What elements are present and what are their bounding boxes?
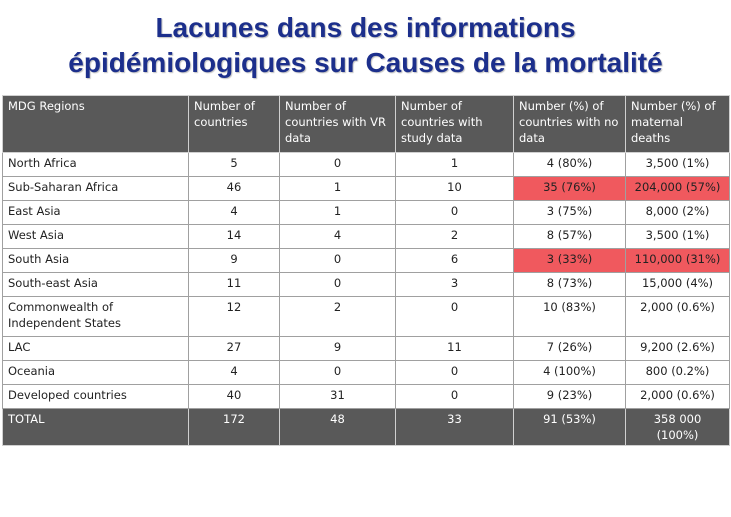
slide-title-line-2: épidémiologiques sur Causes de la mortalité [68,47,663,78]
vr-data-cell: 2 [280,297,396,337]
maternal-deaths-cell: 8,000 (2%) [626,201,730,225]
study-data-cell: 0 [396,361,514,385]
region-cell: Commonwealth of Independent States [3,297,189,337]
study-data-cell: 0 [396,385,514,409]
vr-data-cell: 31 [280,385,396,409]
total-vr-data-cell: 48 [280,409,396,446]
table-row [3,153,730,177]
maternal-deaths-cell: 15,000 (4%) [626,273,730,297]
region-cell: LAC [3,337,189,361]
study-data-cell: 3 [396,273,514,297]
countries-cell: 11 [189,273,280,297]
maternal-deaths-cell: 2,000 (0.6%) [626,385,730,409]
slide-title [0,10,731,80]
study-data-cell: 2 [396,225,514,249]
region-cell: South Asia [3,249,189,273]
countries-cell: 4 [189,201,280,225]
table-row [3,201,730,225]
no-data-cell: 8 (73%) [514,273,626,297]
region-cell: Sub-Saharan Africa [3,177,189,201]
slide-title-line-1: Lacunes dans des informations [155,12,576,43]
table-row [3,297,730,337]
table-row [3,249,730,273]
region-cell: Oceania [3,361,189,385]
no-data-cell: 8 (57%) [514,225,626,249]
countries-cell: 5 [189,153,280,177]
mortality-data-table [2,95,730,446]
study-data-cell: 11 [396,337,514,361]
no-data-cell: 10 (83%) [514,297,626,337]
no-data-cell-highlighted: 35 (76%) [514,177,626,201]
region-cell: East Asia [3,201,189,225]
table-row [3,177,730,201]
countries-cell: 27 [189,337,280,361]
no-data-cell: 7 (26%) [514,337,626,361]
table-row [3,273,730,297]
study-data-cell: 1 [396,153,514,177]
no-data-cell: 3 (75%) [514,201,626,225]
vr-data-cell: 0 [280,249,396,273]
vr-data-cell: 0 [280,153,396,177]
vr-data-cell: 4 [280,225,396,249]
countries-cell: 40 [189,385,280,409]
header-vr-data: Number of countries with VR data [280,96,396,153]
maternal-deaths-cell: 9,200 (2.6%) [626,337,730,361]
total-label-cell: TOTAL [3,409,189,446]
total-no-data-cell: 91 (53%) [514,409,626,446]
study-data-cell: 0 [396,297,514,337]
no-data-cell: 4 (80%) [514,153,626,177]
region-cell: South-east Asia [3,273,189,297]
region-cell: North Africa [3,153,189,177]
maternal-deaths-cell: 3,500 (1%) [626,225,730,249]
table-row [3,361,730,385]
table-row [3,385,730,409]
total-countries-cell: 172 [189,409,280,446]
countries-cell: 4 [189,361,280,385]
table-row [3,225,730,249]
header-mdg-regions: MDG Regions [3,96,189,153]
maternal-deaths-cell: 3,500 (1%) [626,153,730,177]
header-study-data: Number of countries with study data [396,96,514,153]
maternal-deaths-cell-highlighted: 110,000 (31%) [626,249,730,273]
study-data-cell: 0 [396,201,514,225]
countries-cell: 14 [189,225,280,249]
vr-data-cell: 1 [280,201,396,225]
header-number-of-countries: Number of countries [189,96,280,153]
total-maternal-deaths-cell: 358 000 (100%) [626,409,730,446]
vr-data-cell: 9 [280,337,396,361]
vr-data-cell: 1 [280,177,396,201]
countries-cell: 9 [189,249,280,273]
no-data-cell-highlighted: 3 (33%) [514,249,626,273]
table-total-row [3,409,730,446]
countries-cell: 12 [189,297,280,337]
header-no-data: Number (%) of countries with no data [514,96,626,153]
no-data-cell: 4 (100%) [514,361,626,385]
study-data-cell: 6 [396,249,514,273]
vr-data-cell: 0 [280,273,396,297]
table-row [3,337,730,361]
maternal-deaths-cell: 2,000 (0.6%) [626,297,730,337]
no-data-cell: 9 (23%) [514,385,626,409]
study-data-cell: 10 [396,177,514,201]
region-cell: Developed countries [3,385,189,409]
maternal-deaths-cell-highlighted: 204,000 (57%) [626,177,730,201]
countries-cell: 46 [189,177,280,201]
table-header-row [3,96,730,153]
maternal-deaths-cell: 800 (0.2%) [626,361,730,385]
header-maternal-deaths: Number (%) of maternal deaths [626,96,730,153]
vr-data-cell: 0 [280,361,396,385]
region-cell: West Asia [3,225,189,249]
total-study-data-cell: 33 [396,409,514,446]
